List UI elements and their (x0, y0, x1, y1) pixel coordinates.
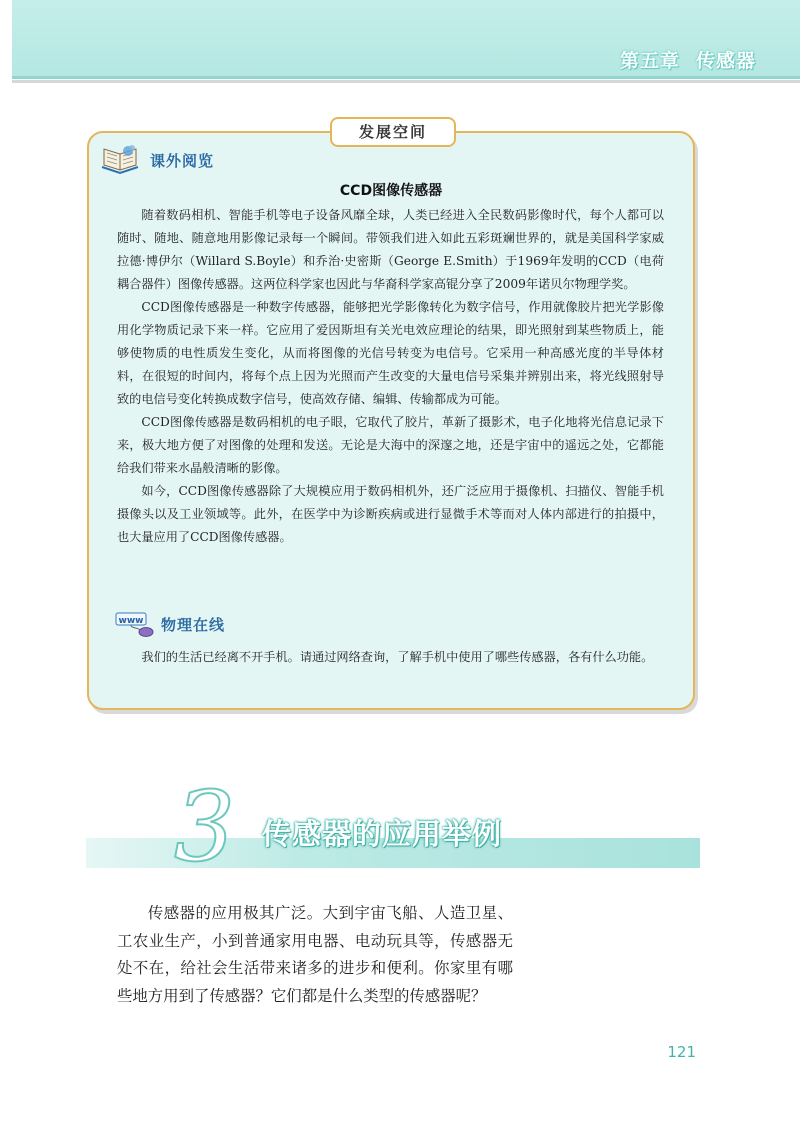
chapter-number: 第五章 (619, 50, 680, 72)
online-task-text: 我们的生活已经离不开手机。请通过网络查询，了解手机中使用了哪些传感器，各有什么功能。 (141, 650, 654, 664)
online-heading-label: 物理在线 (161, 615, 226, 634)
chapter-title (620, 46, 756, 73)
reading-heading-label: 课外阅览 (150, 151, 215, 170)
web-mouse-icon (115, 611, 155, 637)
open-book-icon (100, 145, 144, 175)
section-number-text: 3 (174, 780, 236, 870)
article-body (117, 204, 664, 549)
article-paragraph: 如今，CCD图像传感器除了大规模应用于数码相机外，还广泛应用于摄像机、扫描仪、智能手机摄像头以及工业领域等。此外，在医学中为诊断疾病或进行显微手术等而对人体内部进行的拍摄中，也大量应用了CCD图像传感器。 (117, 484, 664, 544)
article-paragraph: 随着数码相机、智能手机等电子设备风靡全球，人类已经进入全民数码影像时代，每个人都可以随时、随地、随意地用影像记录每一个瞬间。带领我们进入如此五彩斑斓世界的，就是美国科学家威拉德·博伊尔（Willard S.Boyle）和乔治·史密斯（George E.Smith）于1969年发明的CCD（电荷耦合器件）图像传感器。这两位科学家也因此与华裔科学家高锟分享了2009年诺贝尔物理学奖。 (117, 208, 664, 291)
online-heading (115, 611, 225, 637)
section-number (168, 780, 248, 870)
chapter-name: 传感器 (695, 50, 756, 72)
chapter-header-band (12, 0, 800, 79)
section-title: 传感器的应用举例 (262, 817, 503, 851)
reading-heading (100, 145, 214, 175)
article-paragraph: CCD图像传感器是数码相机的电子眼，它取代了胶片，革新了摄影术，电子化地将光信息记录下来，极大地方便了对图像的处理和发送。无论是大海中的深邃之地，还是宇宙中的遥远之处，它都能给我们带来水晶般清晰的影像。 (117, 415, 664, 475)
intro-paragraph: 传感器的应用极其广泛。大到宇宙飞船、人造卫星、工农业生产，小到普通家用电器、电动玩具等，传感器无处不在，给社会生活带来诸多的进步和便利。你家里有哪些地方用到了传感器？它们都是什么类型的传感器呢？ (117, 904, 513, 1005)
page-number: 121 (667, 1043, 696, 1061)
panel-tab-label: 发展空间 (330, 117, 456, 147)
article-paragraph: CCD图像传感器是一种数字传感器，能够把光学影像转化为数字信号，作用就像胶片把光学影像用化学物质记录下来一样。它应用了爱因斯坦有关光电效应理论的结果，即光照射到某些物质上，能够使物质的电性质发生变化，从而将图像的光信号转变为电信号。它采用一种高感光度的半导体材料，在很短的时间内，将每个点上因为光照而产生改变的大量电信号采集并辨别出来，将光线照射导致的电信号变化转换成数字信号，使高效存储、编辑、传输都成为可能。 (117, 300, 664, 406)
article-title: CCD图像传感器 (339, 183, 443, 199)
section-intro (117, 900, 513, 1010)
www-icon-text: www (118, 616, 144, 626)
